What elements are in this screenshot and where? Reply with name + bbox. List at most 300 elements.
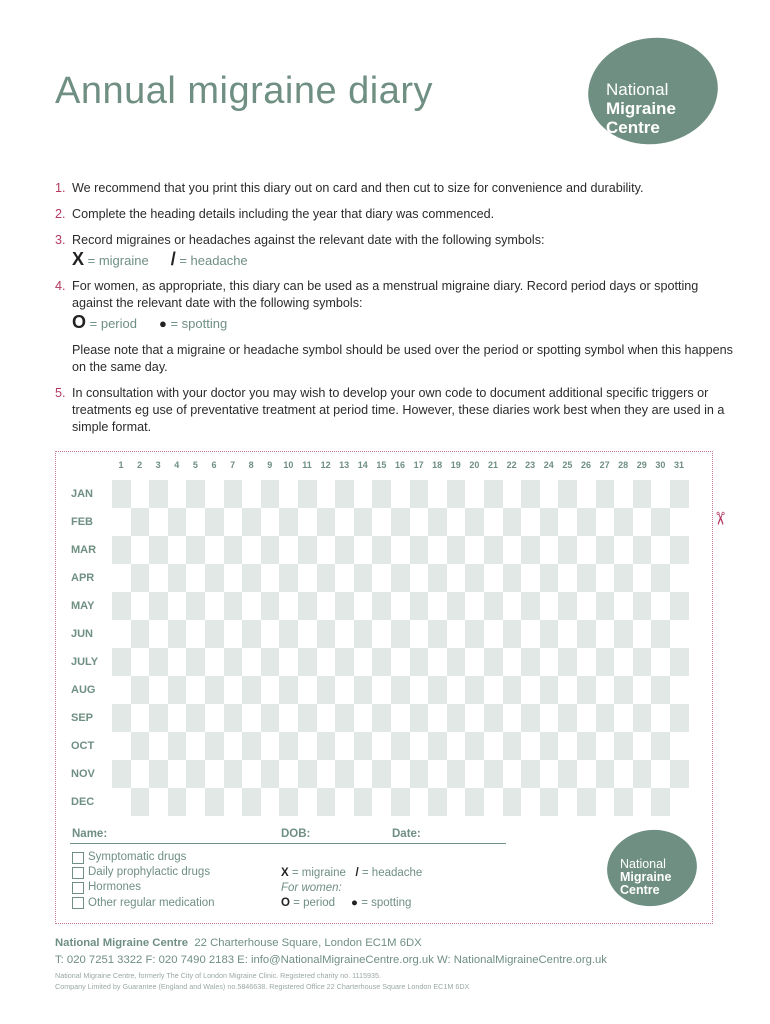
diary-cell[interactable] <box>224 704 243 732</box>
diary-cell[interactable] <box>651 676 670 704</box>
diary-cell[interactable] <box>261 480 280 508</box>
diary-cell[interactable] <box>633 648 652 676</box>
page-title: Annual migraine diary <box>55 70 434 112</box>
diary-cell[interactable] <box>633 760 652 788</box>
diary-cell[interactable] <box>335 704 354 732</box>
diary-cell[interactable] <box>354 676 373 704</box>
diary-cell[interactable] <box>298 704 317 732</box>
day-number: 31 <box>673 460 684 470</box>
diary-cell[interactable] <box>651 508 670 536</box>
diary-cell[interactable] <box>317 676 336 704</box>
diary-cell[interactable] <box>298 536 317 564</box>
diary-cell[interactable] <box>465 676 484 704</box>
diary-cell[interactable] <box>484 592 503 620</box>
diary-cell[interactable] <box>149 536 168 564</box>
instruction-number: 5. <box>55 386 66 400</box>
diary-cell[interactable] <box>112 704 131 732</box>
diary-cell[interactable] <box>372 760 391 788</box>
diary-cell[interactable] <box>540 676 559 704</box>
instruction-5 <box>55 385 735 436</box>
diary-cell[interactable] <box>614 732 633 760</box>
instruction-text: For women, as appropriate, this diary can be used as a menstrual migraine diary. Record period days or spotting against the relevant date with the following symbols: <box>72 279 699 310</box>
headache-label: = headache <box>179 253 248 268</box>
diary-cell[interactable] <box>205 676 224 704</box>
diary-cell[interactable] <box>651 620 670 648</box>
diary-cell[interactable] <box>242 564 261 592</box>
diary-cell[interactable] <box>112 648 131 676</box>
checkbox[interactable] <box>72 882 84 894</box>
migraine-symbol: X <box>281 867 289 879</box>
month-label: SEP <box>71 712 94 724</box>
diary-cell[interactable] <box>558 592 577 620</box>
diary-cell[interactable] <box>298 760 317 788</box>
diary-cell[interactable] <box>131 508 150 536</box>
diary-cell[interactable] <box>465 508 484 536</box>
diary-cell[interactable] <box>168 620 187 648</box>
period-label: = period <box>293 897 336 910</box>
diary-cell[interactable] <box>391 508 410 536</box>
scissors-icon: ✂ <box>710 510 731 527</box>
month-label: OCT <box>71 740 95 752</box>
diary-cell[interactable] <box>131 676 150 704</box>
diary-cell[interactable] <box>149 480 168 508</box>
diary-cell[interactable] <box>261 536 280 564</box>
diary-cell[interactable] <box>298 592 317 620</box>
diary-cell[interactable] <box>298 480 317 508</box>
diary-cell[interactable] <box>168 564 187 592</box>
diary-cell[interactable] <box>391 788 410 816</box>
headache-label: = headache <box>361 867 423 879</box>
symbol-legend <box>281 866 422 912</box>
diary-cell[interactable] <box>428 676 447 704</box>
diary-cell[interactable] <box>335 536 354 564</box>
day-number: 1 <box>118 460 124 470</box>
diary-cell[interactable] <box>335 760 354 788</box>
day-number: 29 <box>636 460 647 470</box>
instruction-text: Record migraines or headaches against the relevant date with the following symbols: <box>72 233 545 247</box>
diary-cell[interactable] <box>279 788 298 816</box>
day-number: 2 <box>137 460 143 470</box>
migraine-label: = migraine <box>87 253 149 268</box>
diary-cell[interactable] <box>149 704 168 732</box>
diary-cell[interactable] <box>596 536 615 564</box>
diary-cell[interactable] <box>651 732 670 760</box>
diary-cell[interactable] <box>391 676 410 704</box>
diary-cell[interactable] <box>484 704 503 732</box>
month-label: APR <box>71 572 95 584</box>
diary-cell[interactable] <box>447 480 466 508</box>
diary-cell[interactable] <box>354 564 373 592</box>
diary-cell[interactable] <box>317 620 336 648</box>
diary-cell[interactable] <box>186 760 205 788</box>
day-number: 25 <box>562 460 573 470</box>
diary-cell[interactable] <box>503 620 522 648</box>
diary-cell[interactable] <box>168 732 187 760</box>
diary-cell[interactable] <box>279 620 298 648</box>
diary-cell[interactable] <box>242 788 261 816</box>
diary-cell[interactable] <box>354 620 373 648</box>
logo-line1: National <box>606 80 669 99</box>
diary-cell[interactable] <box>503 732 522 760</box>
diary-cell[interactable] <box>317 788 336 816</box>
diary-cell[interactable] <box>447 592 466 620</box>
diary-cell[interactable] <box>503 564 522 592</box>
day-number: 27 <box>599 460 610 470</box>
fine-print <box>55 970 469 992</box>
diary-cell[interactable] <box>465 788 484 816</box>
diary-cell[interactable] <box>558 480 577 508</box>
diary-cell[interactable] <box>428 788 447 816</box>
month-label: AUG <box>71 684 96 696</box>
day-number: 14 <box>357 460 368 470</box>
diary-cell[interactable] <box>186 536 205 564</box>
contact-info <box>55 935 607 969</box>
diary-cell[interactable] <box>670 480 689 508</box>
diary-cell[interactable] <box>540 788 559 816</box>
diary-cell[interactable] <box>521 536 540 564</box>
day-number: 12 <box>320 460 331 470</box>
day-number: 9 <box>267 460 273 470</box>
diary-cell[interactable] <box>224 480 243 508</box>
dob-field[interactable]: DOB: <box>281 828 311 840</box>
diary-cell[interactable] <box>261 592 280 620</box>
diary-cell[interactable] <box>410 760 429 788</box>
spotting-label: = spotting <box>170 315 228 331</box>
divider <box>70 843 506 844</box>
diary-cell[interactable] <box>354 508 373 536</box>
diary-cell[interactable] <box>391 620 410 648</box>
diary-cell[interactable] <box>633 480 652 508</box>
checkbox[interactable] <box>72 852 84 864</box>
month-label: DEC <box>71 796 95 808</box>
diary-cell[interactable] <box>168 676 187 704</box>
diary-cell[interactable] <box>577 508 596 536</box>
logo-small-text <box>620 858 671 897</box>
diary-cell[interactable] <box>558 704 577 732</box>
diary-cell[interactable] <box>149 592 168 620</box>
diary-cell[interactable] <box>484 760 503 788</box>
diary-cell[interactable] <box>484 480 503 508</box>
diary-cell[interactable] <box>447 536 466 564</box>
diary-cell[interactable] <box>112 536 131 564</box>
diary-cell[interactable] <box>224 592 243 620</box>
diary-cell[interactable] <box>279 508 298 536</box>
period-symbol: O <box>281 897 290 910</box>
diary-cell[interactable] <box>577 788 596 816</box>
diary-cell[interactable] <box>614 676 633 704</box>
month-label: MAY <box>71 600 95 612</box>
diary-cell[interactable] <box>186 592 205 620</box>
diary-cell[interactable] <box>335 648 354 676</box>
diary-cell[interactable] <box>261 704 280 732</box>
diary-cell[interactable] <box>596 480 615 508</box>
diary-cell[interactable] <box>391 732 410 760</box>
day-number: 21 <box>487 460 498 470</box>
diary-cell[interactable] <box>670 704 689 732</box>
diary-cell[interactable] <box>186 648 205 676</box>
diary-cell[interactable] <box>633 536 652 564</box>
instruction-3 <box>55 232 735 269</box>
diary-cell[interactable] <box>317 564 336 592</box>
day-number: 28 <box>618 460 629 470</box>
name-field[interactable]: Name: <box>72 828 108 840</box>
diary-cell[interactable] <box>372 704 391 732</box>
diary-cell[interactable] <box>410 592 429 620</box>
diary-cell[interactable] <box>558 536 577 564</box>
day-number: 30 <box>655 460 666 470</box>
diary-cell[interactable] <box>633 704 652 732</box>
fine-print-line: Company Limited by Guarantee (England and Wales) no.5846638. Registered Office 22 Charterhouse Square London EC1M 6DX <box>55 982 470 991</box>
day-number: 6 <box>211 460 217 470</box>
diary-cell[interactable] <box>503 508 522 536</box>
diary-cell[interactable] <box>205 564 224 592</box>
symbol-row <box>72 314 735 332</box>
day-number: 16 <box>394 460 405 470</box>
diary-cell[interactable] <box>577 732 596 760</box>
diary-cell[interactable] <box>521 760 540 788</box>
day-number: 20 <box>469 460 480 470</box>
diary-cell[interactable] <box>670 592 689 620</box>
instruction-text: We recommend that you print this diary out on card and then cut to size for convenience and durability. <box>72 181 644 195</box>
fine-print-line: National Migraine Centre, formerly The City of London Migraine Clinic. Registered charity no. 1115935. <box>55 971 381 980</box>
instruction-number: 4. <box>55 279 66 293</box>
diary-cell[interactable] <box>521 648 540 676</box>
period-label: = period <box>89 316 137 331</box>
diary-cell[interactable] <box>261 760 280 788</box>
diary-cell[interactable] <box>503 676 522 704</box>
instruction-1 <box>55 180 735 197</box>
logo-line3: Centre <box>620 883 660 897</box>
month-label: NOV <box>71 768 95 780</box>
diary-cell[interactable] <box>558 648 577 676</box>
diary-cell[interactable] <box>205 508 224 536</box>
diary-cell[interactable] <box>372 536 391 564</box>
day-number: 10 <box>283 460 294 470</box>
spotting-symbol: ● <box>158 315 167 331</box>
month-label: JUN <box>71 628 94 640</box>
diary-cell[interactable] <box>205 788 224 816</box>
diary-cell[interactable] <box>596 760 615 788</box>
spotting-label: = spotting <box>361 897 412 910</box>
instruction-4 <box>55 278 735 376</box>
diary-cell[interactable] <box>279 676 298 704</box>
date-field[interactable]: Date: <box>392 828 421 840</box>
diary-cell[interactable] <box>670 536 689 564</box>
org-name: National Migraine Centre <box>55 937 189 949</box>
diary-cell[interactable] <box>447 760 466 788</box>
logo-line1: National <box>620 857 666 871</box>
diary-cell[interactable] <box>279 732 298 760</box>
instructions <box>55 180 735 445</box>
checklist-item[interactable] <box>72 896 215 911</box>
day-number: 13 <box>339 460 350 470</box>
diary-cell[interactable] <box>503 788 522 816</box>
checklist <box>72 850 215 911</box>
day-number: 11 <box>302 460 312 470</box>
diary-cell[interactable] <box>112 592 131 620</box>
diary-cell[interactable] <box>224 760 243 788</box>
diary-cell[interactable] <box>428 564 447 592</box>
diary-cell[interactable] <box>224 648 243 676</box>
diary-cell[interactable] <box>614 788 633 816</box>
diary-cell[interactable] <box>577 564 596 592</box>
diary-cell[interactable] <box>168 788 187 816</box>
diary-cell[interactable] <box>149 760 168 788</box>
instruction-2 <box>55 206 735 223</box>
headache-symbol: / <box>355 867 359 879</box>
note-text: Please note that a migraine or headache symbol should be used over the period or spotting symbol when this happens on the same day. <box>72 343 733 374</box>
logo-line3: Centre <box>606 118 660 137</box>
diary-cell[interactable] <box>540 508 559 536</box>
diary-cell[interactable] <box>335 592 354 620</box>
diary-cell[interactable] <box>354 788 373 816</box>
checkbox[interactable] <box>72 867 84 879</box>
diary-cell[interactable] <box>298 648 317 676</box>
diary-cell[interactable] <box>279 564 298 592</box>
period-symbol: O <box>72 312 87 332</box>
diary-cell[interactable] <box>484 536 503 564</box>
diary-cell[interactable] <box>131 732 150 760</box>
diary-cell[interactable] <box>614 564 633 592</box>
diary-cell[interactable] <box>410 536 429 564</box>
diary-cell[interactable] <box>428 508 447 536</box>
diary-cell[interactable] <box>186 704 205 732</box>
checklist-item[interactable] <box>72 865 215 880</box>
diary-cell[interactable] <box>540 620 559 648</box>
diary-cell[interactable] <box>242 676 261 704</box>
day-number: 7 <box>230 460 236 470</box>
checklist-label: Other regular medication <box>88 896 215 909</box>
diary-cell[interactable] <box>596 704 615 732</box>
diary-cell[interactable] <box>410 704 429 732</box>
diary-cell[interactable] <box>317 732 336 760</box>
day-number: 17 <box>413 460 424 470</box>
diary-cell[interactable] <box>131 564 150 592</box>
diary-cell[interactable] <box>205 620 224 648</box>
checklist-label: Symptomatic drugs <box>88 851 187 863</box>
address: 22 Charterhouse Square, London EC1M 6DX <box>194 937 422 949</box>
diary-cell[interactable] <box>242 508 261 536</box>
diary-cell[interactable] <box>577 676 596 704</box>
checkbox[interactable] <box>72 897 84 909</box>
instruction-text: Complete the heading details including the year that diary was commenced. <box>72 207 495 221</box>
diary-cell[interactable] <box>670 648 689 676</box>
instruction-number: 1. <box>55 181 66 195</box>
month-label: JULY <box>71 656 99 668</box>
diary-cell[interactable] <box>447 648 466 676</box>
diary-cell[interactable] <box>205 732 224 760</box>
diary-cell[interactable] <box>521 592 540 620</box>
diary-cell[interactable] <box>168 508 187 536</box>
logo-text <box>606 80 676 137</box>
day-number: 24 <box>543 460 554 470</box>
for-women-label: For women: <box>281 882 342 895</box>
diary-cell[interactable] <box>112 760 131 788</box>
diary-cell[interactable] <box>465 620 484 648</box>
day-number: 19 <box>450 460 461 470</box>
diary-cell[interactable] <box>372 648 391 676</box>
diary-cell[interactable] <box>112 480 131 508</box>
diary-cell[interactable] <box>633 592 652 620</box>
diary-cell[interactable] <box>465 564 484 592</box>
diary-cell[interactable] <box>577 620 596 648</box>
diary-cell[interactable] <box>391 564 410 592</box>
diary-cell[interactable] <box>354 732 373 760</box>
day-number: 22 <box>506 460 517 470</box>
diary-cell[interactable] <box>447 704 466 732</box>
diary-cell[interactable] <box>465 732 484 760</box>
diary-cell[interactable] <box>410 648 429 676</box>
month-label: JAN <box>71 488 94 500</box>
checklist-item[interactable] <box>72 880 215 895</box>
checklist-item[interactable] <box>72 850 215 865</box>
diary-cell[interactable] <box>242 732 261 760</box>
instruction-text: In consultation with your doctor you may wish to develop your own code to document additional specific triggers or treatments eg use of preventative treatment at period time. However, these diaries work best when they are used in a simple format. <box>72 386 725 434</box>
logo-line2: Migraine <box>620 870 672 884</box>
diary-cell[interactable] <box>224 536 243 564</box>
diary-cell[interactable] <box>651 564 670 592</box>
diary-cell[interactable] <box>651 788 670 816</box>
day-number: 4 <box>174 460 180 470</box>
diary-cell[interactable] <box>335 480 354 508</box>
diary-cell[interactable] <box>596 592 615 620</box>
day-number: 18 <box>432 460 443 470</box>
diary-cell[interactable] <box>131 788 150 816</box>
diary-cell[interactable] <box>596 648 615 676</box>
diary-cell[interactable] <box>614 508 633 536</box>
diary-cell[interactable] <box>131 620 150 648</box>
diary-cell[interactable] <box>317 508 336 536</box>
diary-cell[interactable] <box>614 620 633 648</box>
contact-details: T: 020 7251 3322 F: 020 7490 2183 E: info@NationalMigraineCentre.org.uk W: NationalMigraineCentre.org.uk <box>55 954 607 966</box>
checklist-label: Daily prophylactic drugs <box>88 866 211 879</box>
diary-cell[interactable] <box>540 732 559 760</box>
day-number: 5 <box>192 460 198 470</box>
day-number: 23 <box>525 460 536 470</box>
diary-cell[interactable] <box>428 732 447 760</box>
diary-cell[interactable] <box>186 480 205 508</box>
month-label: FEB <box>71 516 93 528</box>
checklist-label: Hormones <box>88 881 142 894</box>
migraine-symbol: X <box>72 249 85 269</box>
diary-cell[interactable] <box>521 480 540 508</box>
diary-cell[interactable] <box>372 480 391 508</box>
diary-cell[interactable] <box>410 480 429 508</box>
headache-symbol: / <box>170 249 176 269</box>
symbol-row <box>72 251 735 269</box>
day-number: 8 <box>248 460 254 470</box>
diary-cell[interactable] <box>670 760 689 788</box>
migraine-label: = migraine <box>291 867 346 879</box>
month-label: MAR <box>71 544 97 556</box>
day-number: 3 <box>155 460 161 470</box>
day-number: 26 <box>580 460 591 470</box>
day-number: 15 <box>376 460 387 470</box>
diary-cell[interactable] <box>540 564 559 592</box>
diary-cell[interactable] <box>484 648 503 676</box>
diary-cell[interactable] <box>558 760 577 788</box>
instruction-number: 2. <box>55 207 66 221</box>
spotting-symbol: ● <box>351 897 358 910</box>
diary-cell[interactable] <box>372 592 391 620</box>
diary-cell[interactable] <box>242 620 261 648</box>
diary-cell[interactable] <box>521 704 540 732</box>
diary-cell[interactable] <box>428 620 447 648</box>
diary-cell[interactable] <box>149 648 168 676</box>
logo-line2: Migraine <box>606 99 676 118</box>
diary-cell[interactable] <box>261 648 280 676</box>
instruction-number: 3. <box>55 233 66 247</box>
